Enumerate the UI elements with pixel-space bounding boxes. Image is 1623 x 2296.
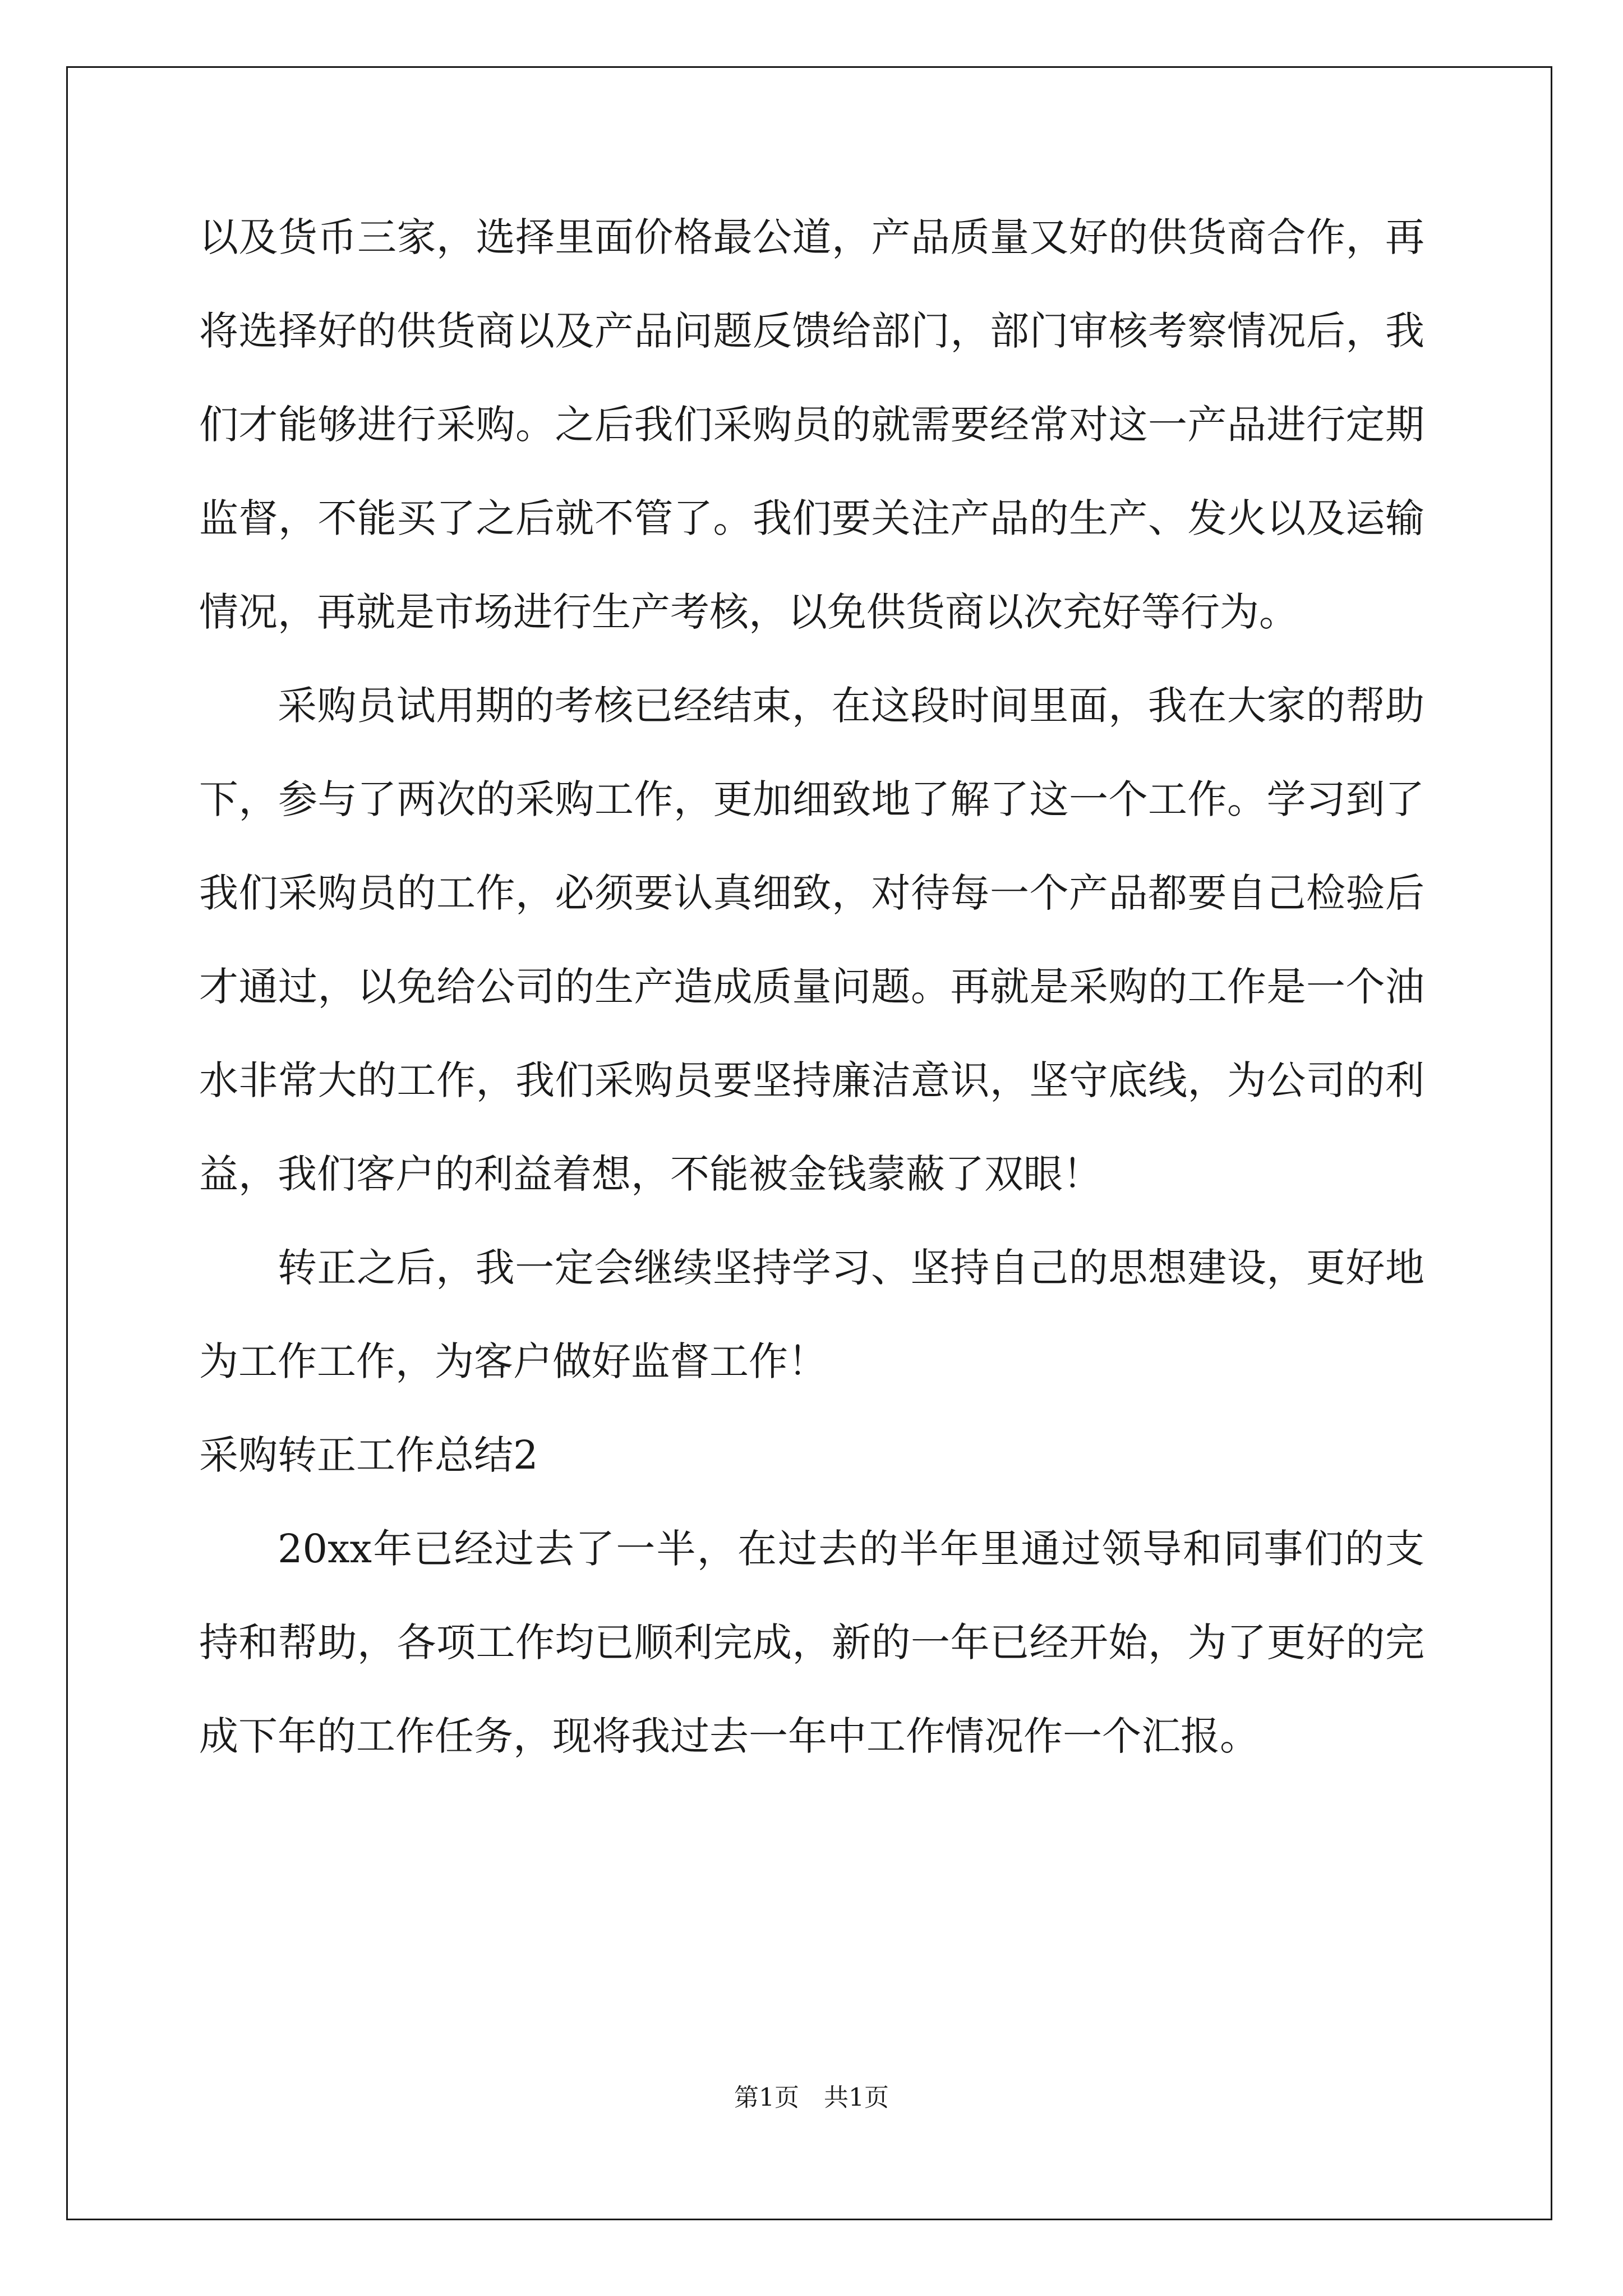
document-body — [199, 191, 1424, 1783]
paragraph-2: 采购员试用期的考核已经结束，在这段时间里面，我在大家的帮助下，参与了两次的采购工作，更加细致地了解了这一个工作。学习到了我们采购员的工作，必须要认真细致，对待每一个产品都要自己检验后才通过，以免给公司的生产造成质量问题。再就是采购的工作是一个油水非常大的工作，我们采购员要坚持廉洁意识，坚守底线，为公司的利益，我们客户的利益着想，不能被金钱蒙蔽了双眼！ — [199, 683, 1424, 1197]
section-heading: 采购转正工作总结2 — [199, 1432, 538, 1478]
page-footer: 第1页 共1页 — [734, 2083, 889, 2112]
paragraph-1: 以及货币三家，选择里面价格最公道，产品质量又好的供货商合作，再将选择好的供货商以及产品问题反馈给部门，部门审核考察情况后，我们才能够进行采购。之后我们采购员的就需要经常对这一产品进行定期监督，不能买了之后就不管了。我们要关注产品的生产、发火以及运输情况，再就是市场进行生产考核，以免供货商以次充好等行为。 — [199, 214, 1424, 635]
paragraph-3: 转正之后，我一定会继续坚持学习、坚持自己的思想建设，更好地为工作工作，为客户做好监督工作！ — [199, 1245, 1424, 1384]
paragraph-4: 20xx年已经过去了一半，在过去的半年里通过领导和同事们的支持和帮助，各项工作均已顺利完成，新的一年已经开始，为了更好的完成下年的工作任务，现将我过去一年中工作情况作一个汇报。 — [199, 1526, 1424, 1759]
